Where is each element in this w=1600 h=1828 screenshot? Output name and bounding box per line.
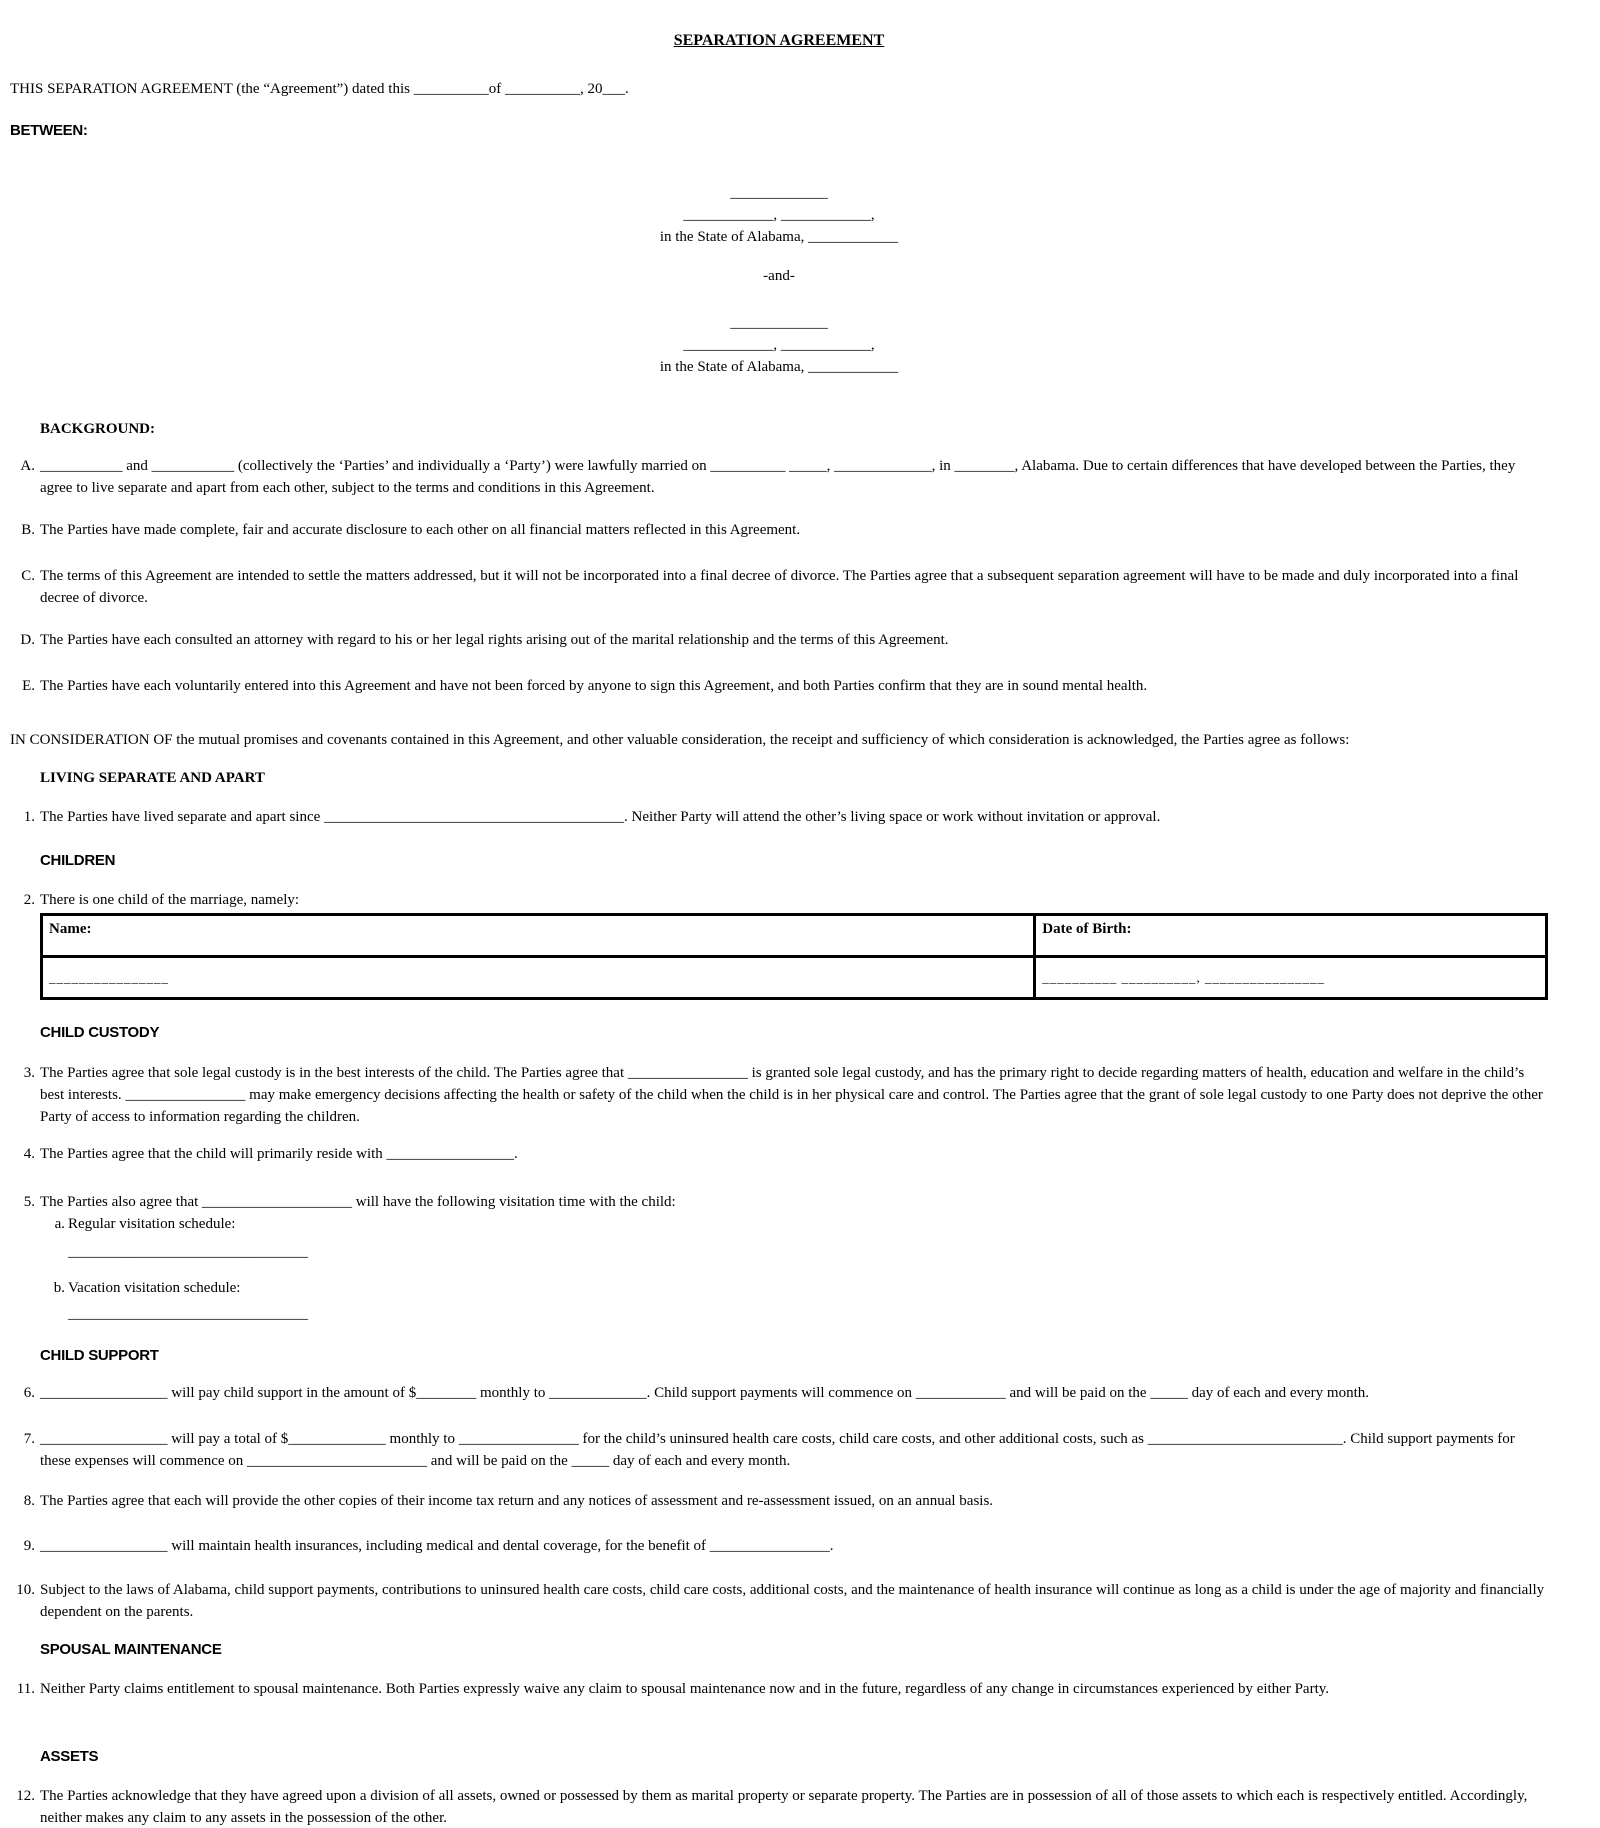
children-table-dob-blank: __________ __________, ________________ [1035,957,1547,999]
item-text: Subject to the laws of Alabama, child support payments, contributions to uninsured health care costs, child care costs, additional costs, and the maintenance of health insurance will continue as long as a child is under the age of majority and financially dependent on the parents. [40,1582,1545,1620]
children-heading: CHILDREN [40,852,116,869]
item-text: Vacation visitation schedule: [68,1280,241,1296]
background-heading: BACKGROUND: [40,421,155,437]
party-2-block [10,312,1548,378]
item-3 [10,1062,1548,1128]
item-label: a. [54,1216,65,1232]
item-label: 2. [23,892,35,908]
party-1-name-blank: _____________ [730,185,828,201]
item-8 [10,1490,1548,1512]
item-text: The Parties also agree that ____________________ will have the following visitation time with the child: [40,1194,676,1210]
item-label: 8. [23,1493,35,1509]
party-1-block [10,182,1548,248]
item-5a-blank-line: ________________________________ [68,1244,308,1260]
item-text: _________________ will pay a total of $_____________ monthly to ________________ for the child’s uninsured health care costs, child care costs, and other additional costs, such as __________________________. Child support payments for these expenses will commence on ________________________ and will be paid on the _____ day of each and every month. [40,1431,1515,1469]
item-text: Neither Party claims entitlement to spousal maintenance. Both Parties expressly waive any claim to spousal maintenance now and in the future, regardless of any change in circumstances experienced by either Party. [40,1681,1330,1697]
item-text: _________________ will pay child support in the amount of $________ monthly to _____________. Child support payments will commence on ____________ and will be paid on the _____ day of each and every month. [40,1385,1369,1401]
consideration-clause: IN CONSIDERATION OF the mutual promises and covenants contained in this Agreement, and other valuable consideration, the receipt and sufficiency of which consideration is acknowledged, the Parties agree as follows: [10,732,1350,748]
item-text: The Parties agree that the child will primarily reside with _________________. [40,1146,518,1162]
item-text: There is one child of the marriage, namely: [40,892,300,908]
item-label: A. [20,458,35,474]
item-label: 12. [16,1788,35,1804]
item-9 [10,1535,1548,1557]
item-12 [10,1785,1548,1828]
item-label: B. [21,522,35,538]
item-7 [10,1428,1548,1472]
item-text: The Parties have each voluntarily entered into this Agreement and have not been forced by anyone to sign this Agreement, and both Parties confirm that they are in sound mental health. [40,678,1148,694]
item-label: 3. [23,1065,35,1081]
item-5a [52,1213,1548,1235]
party-2-name-blank: _____________ [730,315,828,331]
item-1 [10,806,1548,828]
between-label: BETWEEN: [10,122,88,139]
item-label: 4. [23,1146,35,1162]
item-label: D. [20,632,35,648]
item-label: 6. [23,1385,35,1401]
item-text: ___________ and ___________ (collectively the ‘Parties’ and individually a ‘Party’) were lawfully married on __________ _____, _____________, in ________, Alabama. Due to certain differences that have developed between the Parties, they agree to live separate and apart from each other, subject to the terms and conditions in this Agreement. [40,458,1516,496]
child-support-heading: CHILD SUPPORT [40,1347,159,1364]
spousal-maintenance-heading: SPOUSAL MAINTENANCE [40,1641,222,1658]
background-item-a [10,455,1548,499]
item-text: The Parties have each consulted an attorney with regard to his or her legal rights arising out of the marital relationship and the terms of this Agreement. [40,632,949,648]
item-text: The Parties have made complete, fair and accurate disclosure to each other on all financial matters reflected in this Agreement. [40,522,801,538]
item-label: 11. [16,1681,35,1697]
children-table-header-row [42,915,1547,957]
item-text: _________________ will maintain health insurances, including medical and dental coverage, for the benefit of ________________. [40,1538,834,1554]
item-label: 1. [23,809,35,825]
item-label: 10. [16,1582,35,1598]
item-label: 5. [23,1194,35,1210]
living-separate-heading: LIVING SEPARATE AND APART [40,770,265,786]
item-label: 9. [23,1538,35,1554]
children-table [40,913,1548,1000]
item-label: 7. [23,1431,35,1447]
item-5 [10,1191,1548,1213]
party-2-address-blank: ____________, ____________, [683,337,875,353]
children-table-name-header: Name: [42,915,1035,957]
children-table-dob-header: Date of Birth: [1035,915,1547,957]
item-2 [10,889,1548,911]
item-5-block [10,1191,1548,1325]
item-text: The Parties acknowledge that they have agreed upon a division of all assets, owned or possessed by them as marital property or separate property. The Parties are in possession of all of those assets to which each is respectively entitled. Accordingly, neither makes any claim to any assets in the possession of the other. [40,1788,1528,1826]
item-4 [10,1143,1548,1165]
item-10 [10,1579,1548,1623]
background-item-c [10,565,1548,609]
item-label: E. [22,678,35,694]
item-text: The Parties agree that each will provide the other copies of their income tax return and any notices of assessment and re-assessment issued, on an annual basis. [40,1493,994,1509]
intro-clause: THIS SEPARATION AGREEMENT (the “Agreement”) dated this __________of __________, 20___. [10,81,629,97]
child-custody-heading: CHILD CUSTODY [40,1024,160,1041]
item-text: The Parties agree that sole legal custody is in the best interests of the child. The Parties agree that ________________ is granted sole legal custody, and has the primary right to decide regarding matters of health, education and welfare in the child’s best interests. ________________ may make emergency decisions affecting the health or safety of the child when the child is in her physical care and control. The Parties agree that the grant of sole legal custody to one Party does not deprive the other Party of access to information regarding the children. [40,1065,1543,1125]
background-item-b [10,519,1548,541]
children-table-data-row [42,957,1547,999]
item-text: The terms of this Agreement are intended to settle the matters addressed, but it will not be incorporated into a final decree of divorce. The Parties agree that a subsequent separation agreement will have to be made and duly incorporated into a final decree of divorce. [40,568,1519,606]
party-1-address-blank: ____________, ____________, [683,207,875,223]
item-text: Regular visitation schedule: [68,1216,236,1232]
background-item-d [10,629,1548,651]
item-5b-blank-line: ________________________________ [68,1306,308,1322]
background-item-e [10,675,1548,697]
item-label: b. [53,1280,65,1296]
item-label: C. [21,568,35,584]
children-table-name-blank: ________________ [42,957,1035,999]
item-5b [52,1277,1548,1299]
party-1-state-line: in the State of Alabama, ____________ [659,229,899,245]
and-separator: -and- [763,268,795,284]
item-11 [10,1678,1548,1700]
assets-heading: ASSETS [40,1748,99,1765]
party-2-state-line: in the State of Alabama, ____________ [659,359,899,375]
item-6 [10,1382,1548,1404]
item-text: The Parties have lived separate and apart since ________________________________________. Neither Party will attend the other’s living space or work without invitation or approval. [40,809,1161,825]
document-title: SEPARATION AGREEMENT [673,32,885,49]
